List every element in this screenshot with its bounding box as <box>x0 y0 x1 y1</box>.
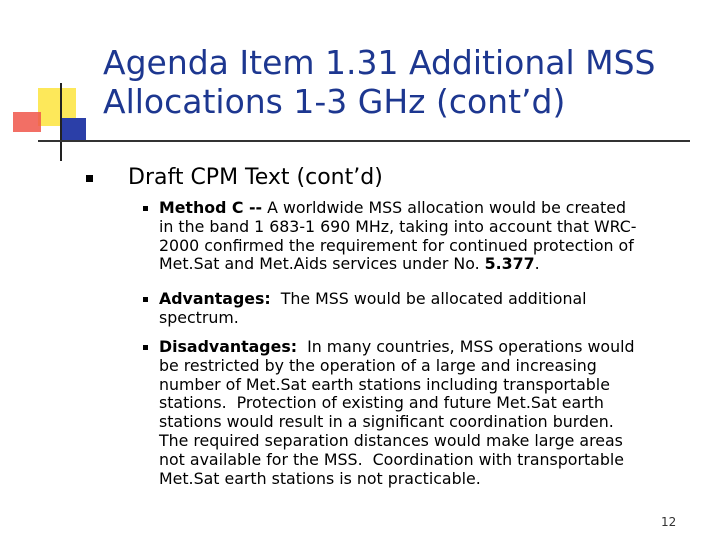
page-number: 12 <box>661 515 677 529</box>
square-bullet-icon <box>143 345 148 350</box>
title-underline <box>38 140 690 142</box>
method-c-line4: Met.Sat and Met.Aids services under No. <box>159 254 485 274</box>
disadvantages-line5: stations would result in a significant coordination burden. <box>159 412 614 432</box>
disadvantages-line2: be restricted by the operation of a large and increasing <box>159 355 597 375</box>
disadvantages-line4: stations. Protection of existing and future Met.Sat earth <box>159 393 604 413</box>
method-c-line2: in the band 1 683-1 690 MHz, taking into account that WRC- <box>159 216 637 236</box>
slide-title-line2: Allocations 1-3 GHz (cont’d) <box>103 81 566 121</box>
slide-title <box>103 44 703 122</box>
slide-title-line1: Agenda Item 1.31 Additional MSS <box>103 43 656 82</box>
bullet-disadvantages-text <box>159 338 699 488</box>
disadvantages-line7: not available for the MSS. Coordination with transportable <box>159 449 624 469</box>
disadvantages-line8: Met.Sat earth stations is not practicable. <box>159 468 481 488</box>
method-c-line1: A worldwide MSS allocation would be created <box>262 198 626 217</box>
bullet-advantages-text <box>159 290 699 328</box>
method-c-line4-end: . <box>534 254 540 274</box>
method-c-label: Method C -- <box>159 198 263 217</box>
square-bullet-icon <box>143 206 148 211</box>
decor-red-square <box>13 112 41 132</box>
decor-vertical-line <box>60 83 62 161</box>
advantages-label: Advantages: <box>159 289 271 308</box>
disadvantages-line3: number of Met.Sat earth stations including transportable <box>159 374 610 394</box>
bullet-level1-text: Draft CPM Text (cont’d) <box>128 165 383 190</box>
disadvantages-label: Disadvantages: <box>159 337 298 356</box>
disadvantages-line1: In many countries, MSS operations would <box>297 337 635 356</box>
footnote-number: 5.377 <box>484 254 535 274</box>
advantages-line2: spectrum. <box>159 307 239 327</box>
decor-blue-square <box>60 118 86 140</box>
bullet-method-c-text <box>159 199 699 274</box>
advantages-line1: The MSS would be allocated additional <box>270 289 587 308</box>
square-bullet-icon <box>86 175 93 182</box>
disadvantages-line6: The required separation distances would make large areas <box>159 430 623 450</box>
method-c-line3: 2000 confirmed the requirement for continued protection of <box>159 235 634 255</box>
square-bullet-icon <box>143 297 148 302</box>
